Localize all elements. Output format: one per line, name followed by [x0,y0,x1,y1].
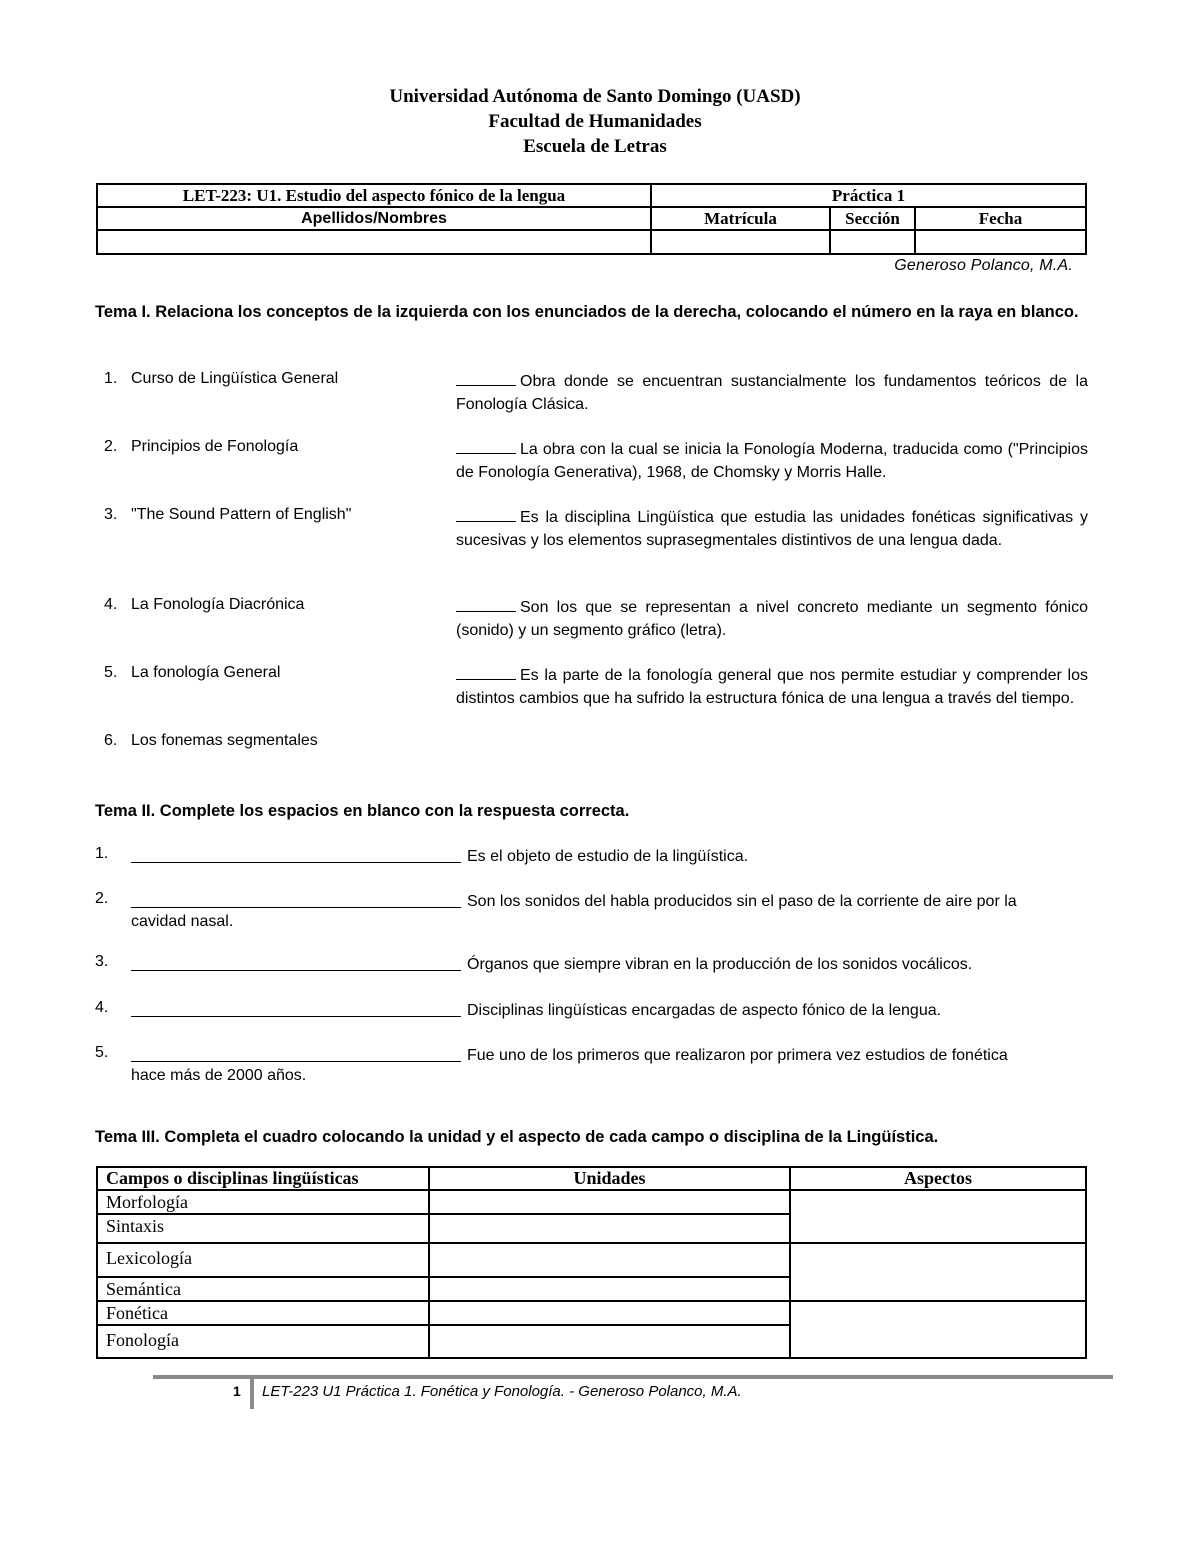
fill-blank[interactable] [131,907,461,908]
fill-blank[interactable] [131,862,461,863]
answer-blank[interactable] [456,370,516,386]
unidad-cell[interactable] [429,1243,790,1277]
university-title: Universidad Autónoma de Santo Domingo (UASD) [389,86,801,107]
unidades-header: Unidades [429,1167,790,1190]
names-header: Apellidos/Nombres [97,207,651,230]
fecha-header: Fecha [915,207,1086,230]
course-title: LET-223: U1. Estudio del aspecto fónico de la lengua [97,184,651,207]
school-title: Escuela de Letras [523,136,667,157]
statement-item: Obra donde se encuentran sustancialmente los fundamentos teóricos de la Fonología Clásica. [456,370,1088,416]
statement-item: La obra con la cual se inicia la Fonología Moderna, traducida como ("Principios de Fonología Generativa), 1968, de Chomsky y Morris Halle. [456,438,1088,484]
tema3-title: Tema III. Completa el cuadro colocando la unidad y el aspecto de cada campo o disciplina de la Lingüística. [95,1128,939,1146]
footer-separator [250,1379,254,1409]
unidad-cell[interactable] [429,1301,790,1325]
aspecto-cell[interactable] [790,1190,1086,1243]
concept-num: 6. [104,732,118,749]
concept-item: Curso de Lingüística General [131,370,339,387]
unidad-cell[interactable] [429,1214,790,1243]
fill-num: 3. [95,953,109,970]
fill-num: 5. [95,1044,109,1061]
answer-blank[interactable] [456,664,516,680]
footer-text: LET-223 U1 Práctica 1. Fonética y Fonología. - Generoso Polanco, M.A. [262,1383,742,1400]
fill-num: 4. [95,999,109,1016]
page-number: 1 [233,1383,241,1399]
author-name: Generoso Polanco, M.A. [894,257,1073,274]
fill-text: Son los sonidos del habla producidos sin el paso de la corriente de aire por la [467,893,1017,910]
fill-continuation: hace más de 2000 años. [131,1067,307,1084]
campos-header: Campos o disciplinas lingüísticas [97,1167,429,1190]
statement-item: Es la disciplina Lingüística que estudia las unidades fonéticas significativas y sucesivas y los elementos suprasegmentales distintivos de una lengua dada. [456,506,1088,552]
practice-title: Práctica 1 [651,184,1086,207]
fill-num: 1. [95,845,109,862]
unidad-cell[interactable] [429,1190,790,1214]
tema1-title: Tema I. Relaciona los conceptos de la izquierda con los enunciados de la derecha, colocando el número en la raya en blanco. [95,303,1079,321]
campo-name: Sintaxis [97,1214,429,1243]
fill-blank[interactable] [131,1061,461,1062]
statement-item: Es la parte de la fonología general que nos permite estudiar y comprender los distintos cambios que ha sufrido la estructura fónica de una lengua a través del tiempo. [456,664,1088,710]
fecha-field[interactable] [915,230,1086,254]
answer-blank[interactable] [456,596,516,612]
matricula-header: Matrícula [651,207,830,230]
concept-num: 5. [104,664,118,681]
fill-blank[interactable] [131,1016,461,1017]
faculty-title: Facultad de Humanidades [488,111,702,132]
campo-name: Semántica [97,1277,429,1301]
answer-blank[interactable] [456,506,516,522]
aspecto-cell[interactable] [790,1301,1086,1358]
campo-name: Fonología [97,1325,429,1358]
campo-name: Morfología [97,1190,429,1214]
fill-blank[interactable] [131,970,461,971]
names-field[interactable] [97,230,651,254]
concept-item: "The Sound Pattern of English" [131,506,352,523]
footer-rule [153,1375,1113,1379]
fill-text: Fue uno de los primeros que realizaron por primera vez estudios de fonética [467,1047,1008,1064]
matricula-field[interactable] [651,230,830,254]
concept-num: 2. [104,438,118,455]
concept-item: La Fonología Diacrónica [131,596,305,613]
answer-blank[interactable] [456,438,516,454]
concept-num: 1. [104,370,118,387]
fill-text: Disciplinas lingüísticas encargadas de aspecto fónico de la lengua. [467,1002,942,1019]
concept-item: Los fonemas segmentales [131,732,318,749]
fill-continuation: cavidad nasal. [131,913,234,930]
concept-item: La fonología General [131,664,281,681]
concept-num: 4. [104,596,118,613]
statement-item: Son los que se representan a nivel concreto mediante un segmento fónico (sonido) y un segmento gráfico (letra). [456,596,1088,642]
aspecto-cell[interactable] [790,1243,1086,1301]
aspectos-header: Aspectos [790,1167,1086,1190]
seccion-header: Sección [830,207,915,230]
fill-text: Órganos que siempre vibran en la producción de los sonidos vocálicos. [467,956,973,973]
campo-name: Lexicología [97,1243,429,1277]
fill-num: 2. [95,890,109,907]
campo-name: Fonética [97,1301,429,1325]
concept-item: Principios de Fonología [131,438,299,455]
unidad-cell[interactable] [429,1325,790,1358]
fill-text: Es el objeto de estudio de la lingüística. [467,848,749,865]
student-info-table [96,183,1087,255]
concept-num: 3. [104,506,118,523]
tema2-title: Tema II. Complete los espacios en blanco con la respuesta correcta. [95,802,630,820]
unidad-cell[interactable] [429,1277,790,1301]
seccion-field[interactable] [830,230,915,254]
campos-table [96,1166,1087,1359]
